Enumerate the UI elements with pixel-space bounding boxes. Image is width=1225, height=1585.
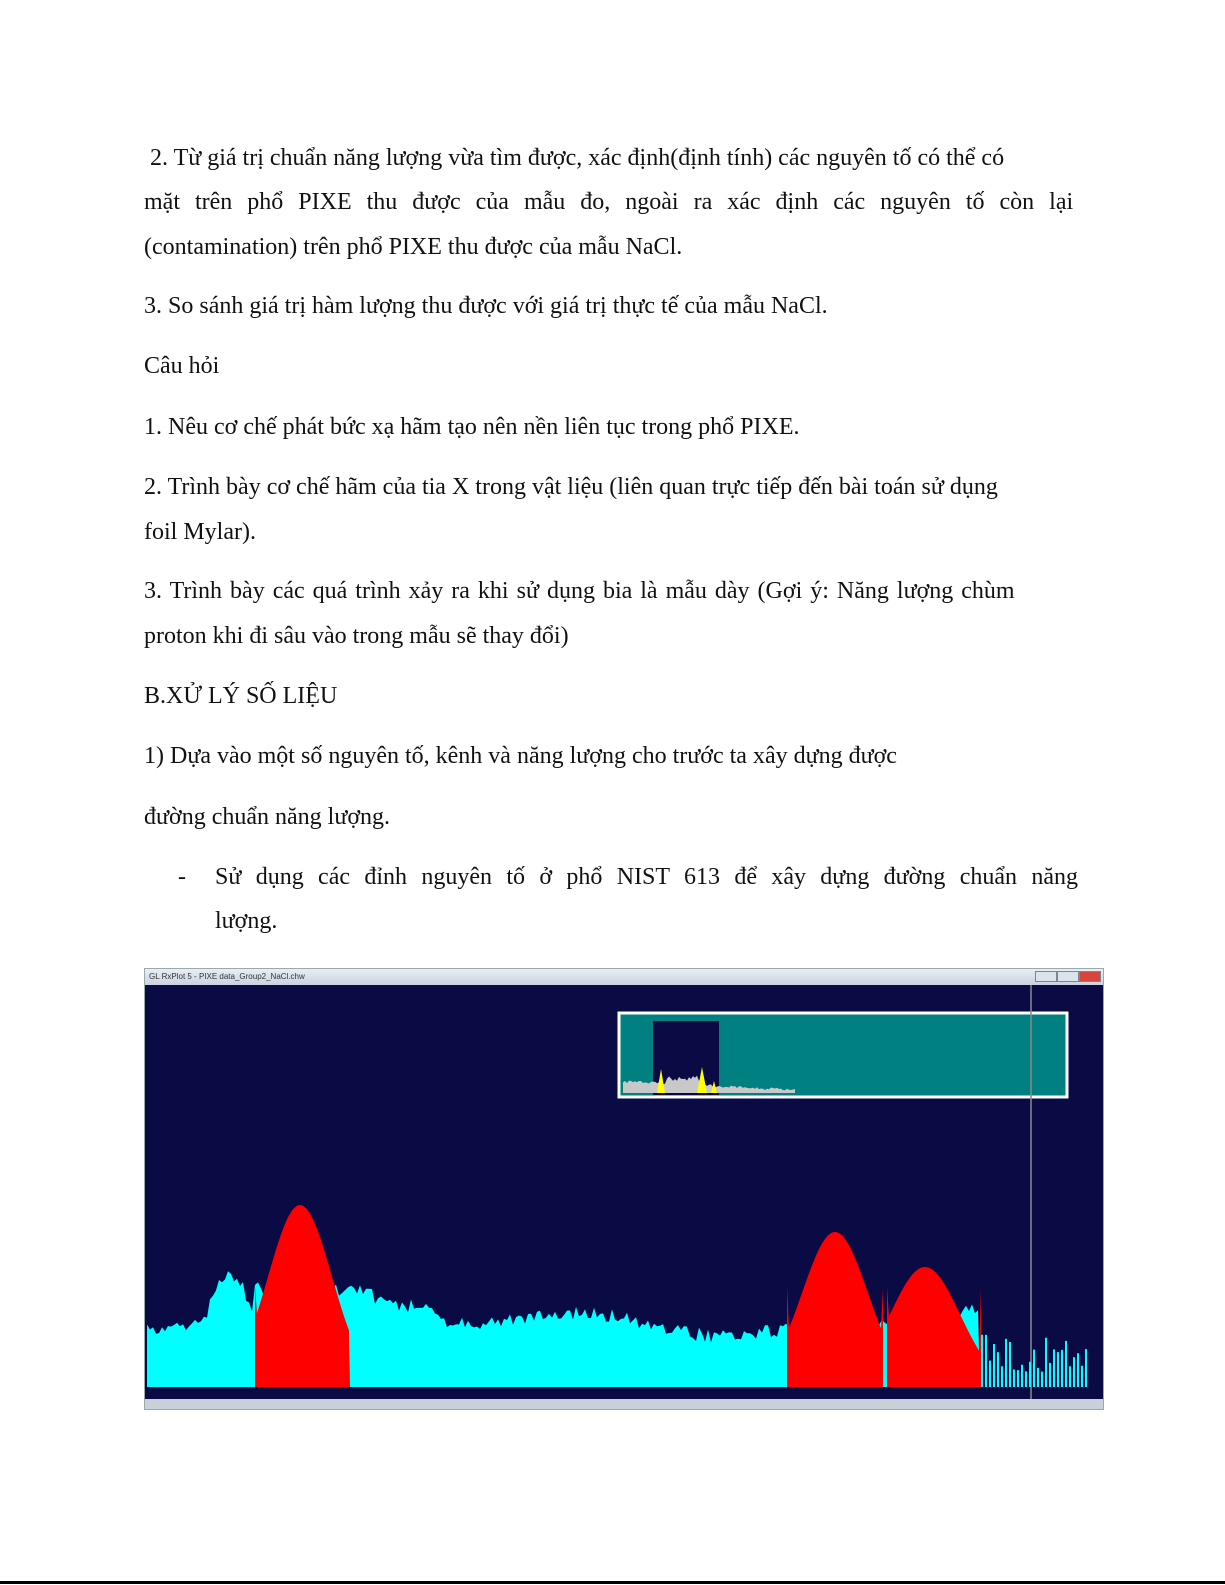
- question-3-line1: 3. Trình bày các quá trình xảy ra khi sử dụng bia là mẫu dày (Gợi ý: Năng lượng chùm: [144, 578, 1015, 604]
- question-2-line2: foil Mylar).: [144, 519, 256, 545]
- question-1: 1. Nêu cơ chế phát bức xạ hãm tạo nên nền liên tục trong phổ PIXE.: [144, 414, 800, 440]
- window-title: GL RxPlot 5 - PIXE data_Group2_NaCl.chw: [149, 972, 305, 981]
- high-energy-spikes: [981, 1335, 1087, 1387]
- paragraph-step2-line1: 2. Từ giá trị chuẩn năng lượng vừa tìm được, xác định(định tính) các nguyên tố có thể có: [144, 145, 1005, 171]
- paragraph-step2-line3: (contamination) trên phổ PIXE thu được của mẫu NaCl.: [144, 234, 683, 260]
- section-b-heading: B.XỬ LÝ SỐ LIỆU: [144, 683, 338, 709]
- peak-2: [787, 1232, 883, 1387]
- bullet-dash: -: [178, 864, 186, 890]
- question-3-line2: proton khi đi sâu vào trong mẫu sẽ thay đổi): [144, 623, 569, 649]
- page-bottom-rule: [0, 1581, 1225, 1584]
- pixe-spectrum-screenshot: [144, 968, 1104, 1410]
- window-bottom-bar: [145, 1399, 1103, 1409]
- bullet-line2: lượng.: [215, 908, 278, 934]
- question-2-line1: 2. Trình bày cơ chế hãm của tia X trong vật liệu (liên quan trực tiếp đến bài toán sử dụng: [144, 474, 998, 500]
- questions-heading: Câu hỏi: [144, 353, 220, 379]
- paragraph-step3: 3. So sánh giá trị hàm lượng thu được với giá trị thực tế của mẫu NaCl.: [144, 293, 828, 319]
- section-b-step1-line2: đường chuẩn năng lượng.: [144, 804, 391, 830]
- peak-1: [255, 1205, 350, 1387]
- bullet-line1: Sử dụng các đỉnh nguyên tố ở phổ NIST 613 để xây dựng đường chuẩn năng: [215, 864, 1078, 890]
- paragraph-step2-line2: mặt trên phổ PIXE thu được của mẫu đo, ngoài ra xác định các nguyên tố còn lại: [144, 189, 1074, 215]
- spectrum-plot: [145, 969, 1104, 1410]
- section-b-step1-line1: 1) Dựa vào một số nguyên tố, kênh và năng lượng cho trước ta xây dựng được: [144, 743, 897, 769]
